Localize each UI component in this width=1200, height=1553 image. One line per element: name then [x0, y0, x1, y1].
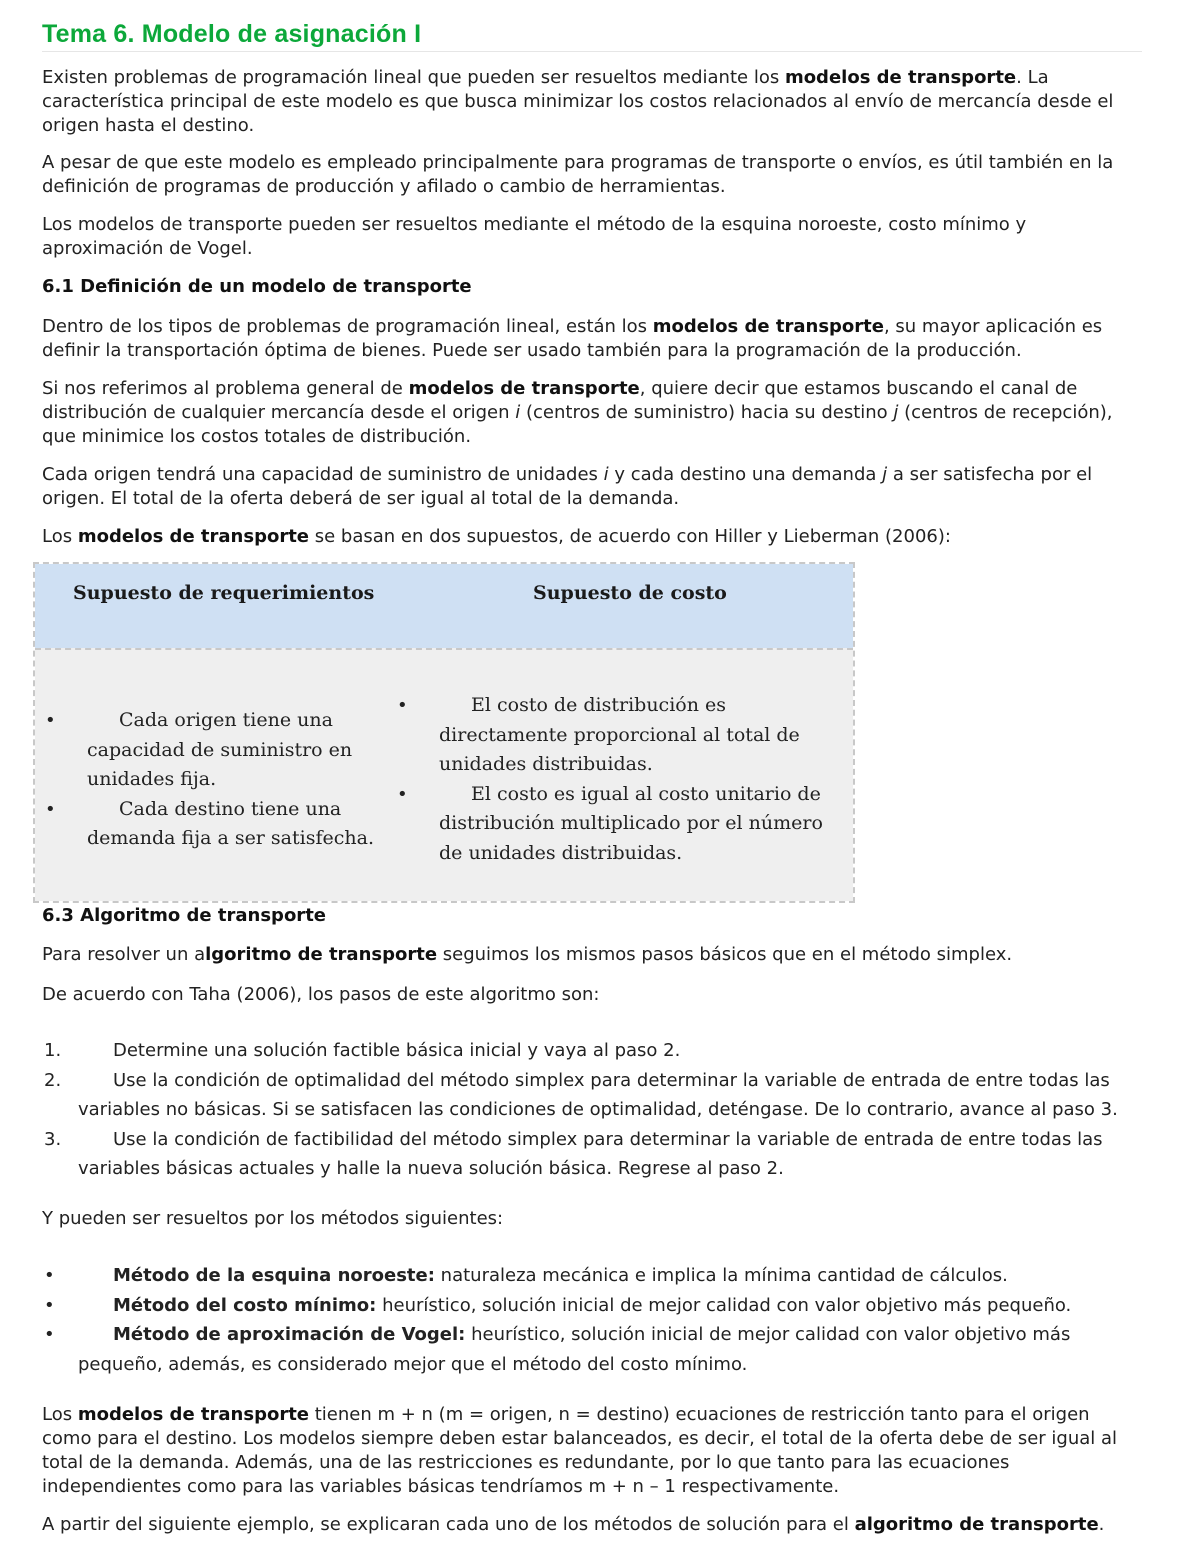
section-6-1-paragraph-3: Cada origen tendrá una capacidad de suministro de unidades i y cada destino una demanda j a ser satisfecha por el origen. El total de la oferta deberá de ser igual al total de la demanda. [42, 464, 1093, 509]
title-divider [42, 51, 1142, 52]
algorithm-steps-list [42, 1036, 1142, 1184]
intro-paragraph-3: Los modelos de transporte pueden ser resueltos mediante el método de la esquina noroeste, costo mínimo y aproximación de Vogel. [42, 214, 1027, 259]
list-item: • Método del costo mínimo: heurístico, solución inicial de mejor calidad con valor objetivo más pequeño. [44, 1294, 1072, 1316]
list-item: 2. Use la condición de optimalidad del método simplex para determinar la variable de entrada de entre todas las variables no básicas. Si se satisfacen las condiciones de optimalidad, deténgase. De lo contrario, avance al paso 3. [44, 1069, 1118, 1120]
intro-paragraph-2: A pesar de que este modelo es empleado principalmente para programas de transporte o envíos, es útil también en la definición de programas de producción y afilado o cambio de herramientas. [42, 152, 1114, 197]
section-6-1-paragraph-1: Dentro de los tipos de problemas de programación lineal, están los modelos de transporte, su mayor aplicación es definir la transportación óptima de bienes. Puede ser usado también para la programación de la producción. [42, 316, 1103, 361]
section-6-3-paragraph-3: Y pueden ser resueltos por los métodos siguientes: [42, 1208, 504, 1229]
section-6-3-paragraph-2: De acuerdo con Taha (2006), los pasos de este algoritmo son: [42, 984, 600, 1005]
methods-list [42, 1261, 1142, 1379]
list-item: • Método de la esquina noroeste: naturaleza mecánica e implica la mínima cantidad de cálculos. [44, 1265, 1008, 1286]
table-header-requirements: Supuesto de requerimientos [73, 582, 375, 604]
table-body-row [35, 648, 853, 901]
section-6-1-heading: 6.1 Definición de un modelo de transporte [42, 276, 472, 297]
list-item: 1. Determine una solución factible básica inicial y vaya al paso 2. [44, 1040, 681, 1061]
section-6-1-paragraph-4: Los modelos de transporte se basan en dos supuestos, de acuerdo con Hiller y Lieberman (2006): [42, 526, 951, 547]
list-item: 3. Use la condición de factibilidad del método simplex para determinar la variable de entrada de entre todas las variables básicas actuales y halle la nueva solución básica. Regrese al paso 2. [44, 1128, 1103, 1179]
table-header-row [35, 564, 853, 648]
section-6-3-paragraph-1: Para resolver un algoritmo de transporte seguimos los mismos pasos básicos que en el método simplex. [42, 944, 1013, 965]
intro-paragraph-1: Existen problemas de programación lineal que pueden ser resueltos mediante los modelos de transporte. La característica principal de este modelo es que busca minimizar los costos relacionados al envío de mercancía desde el origen hasta el destino. [42, 67, 1114, 136]
list-item: • Cada destino tiene una demanda fija a ser satisfecha. [45, 797, 374, 849]
section-6-3-paragraph-4: Los modelos de transporte tienen m + n (m = origen, n = destino) ecuaciones de restricción tanto para el origen como para el destino. Los modelos siempre deben estar balanceados, es decir, el total de la oferta debe de ser igual al total de la demanda. Además, una de las restricciones es redundante, por lo que tanto para las ecuaciones independientes como para las variables básicas tendríamos m + n – 1 respectivamente. [42, 1404, 1118, 1497]
table-header-cost: Supuesto de costo [533, 582, 727, 604]
list-item: • El costo es igual al costo unitario de distribución multiplicado por el número de unidades distribuidas. [397, 782, 823, 864]
requirements-list [41, 706, 381, 854]
section-6-3-heading: 6.3 Algoritmo de transporte [42, 905, 327, 926]
list-item: • El costo de distribución es directamente proporcional al total de unidades distribuidas. [397, 694, 800, 775]
assumptions-table [33, 562, 855, 903]
list-item: • Método de aproximación de Vogel: heurístico, solución inicial de mejor calidad con valor objetivo más pequeño, además, es considerado mejor que el método del costo mínimo. [44, 1324, 1071, 1375]
page-title: Tema 6. Modelo de asignación I [42, 20, 422, 48]
section-6-1-paragraph-2: Si nos referimos al problema general de modelos de transporte, quiere decir que estamos buscando el canal de distribución de cualquier mercancía desde el origen i (centros de suministro) hacia su destino j (centros de recepción), que minimice los costos totales de distribución. [42, 378, 1113, 447]
list-item: • Cada origen tiene una capacidad de suministro en unidades fija. [45, 709, 353, 790]
section-6-3-paragraph-5: A partir del siguiente ejemplo, se explicaran cada uno de los métodos de solución para el algoritmo de transporte. [42, 1514, 1105, 1535]
cost-list [393, 691, 849, 868]
